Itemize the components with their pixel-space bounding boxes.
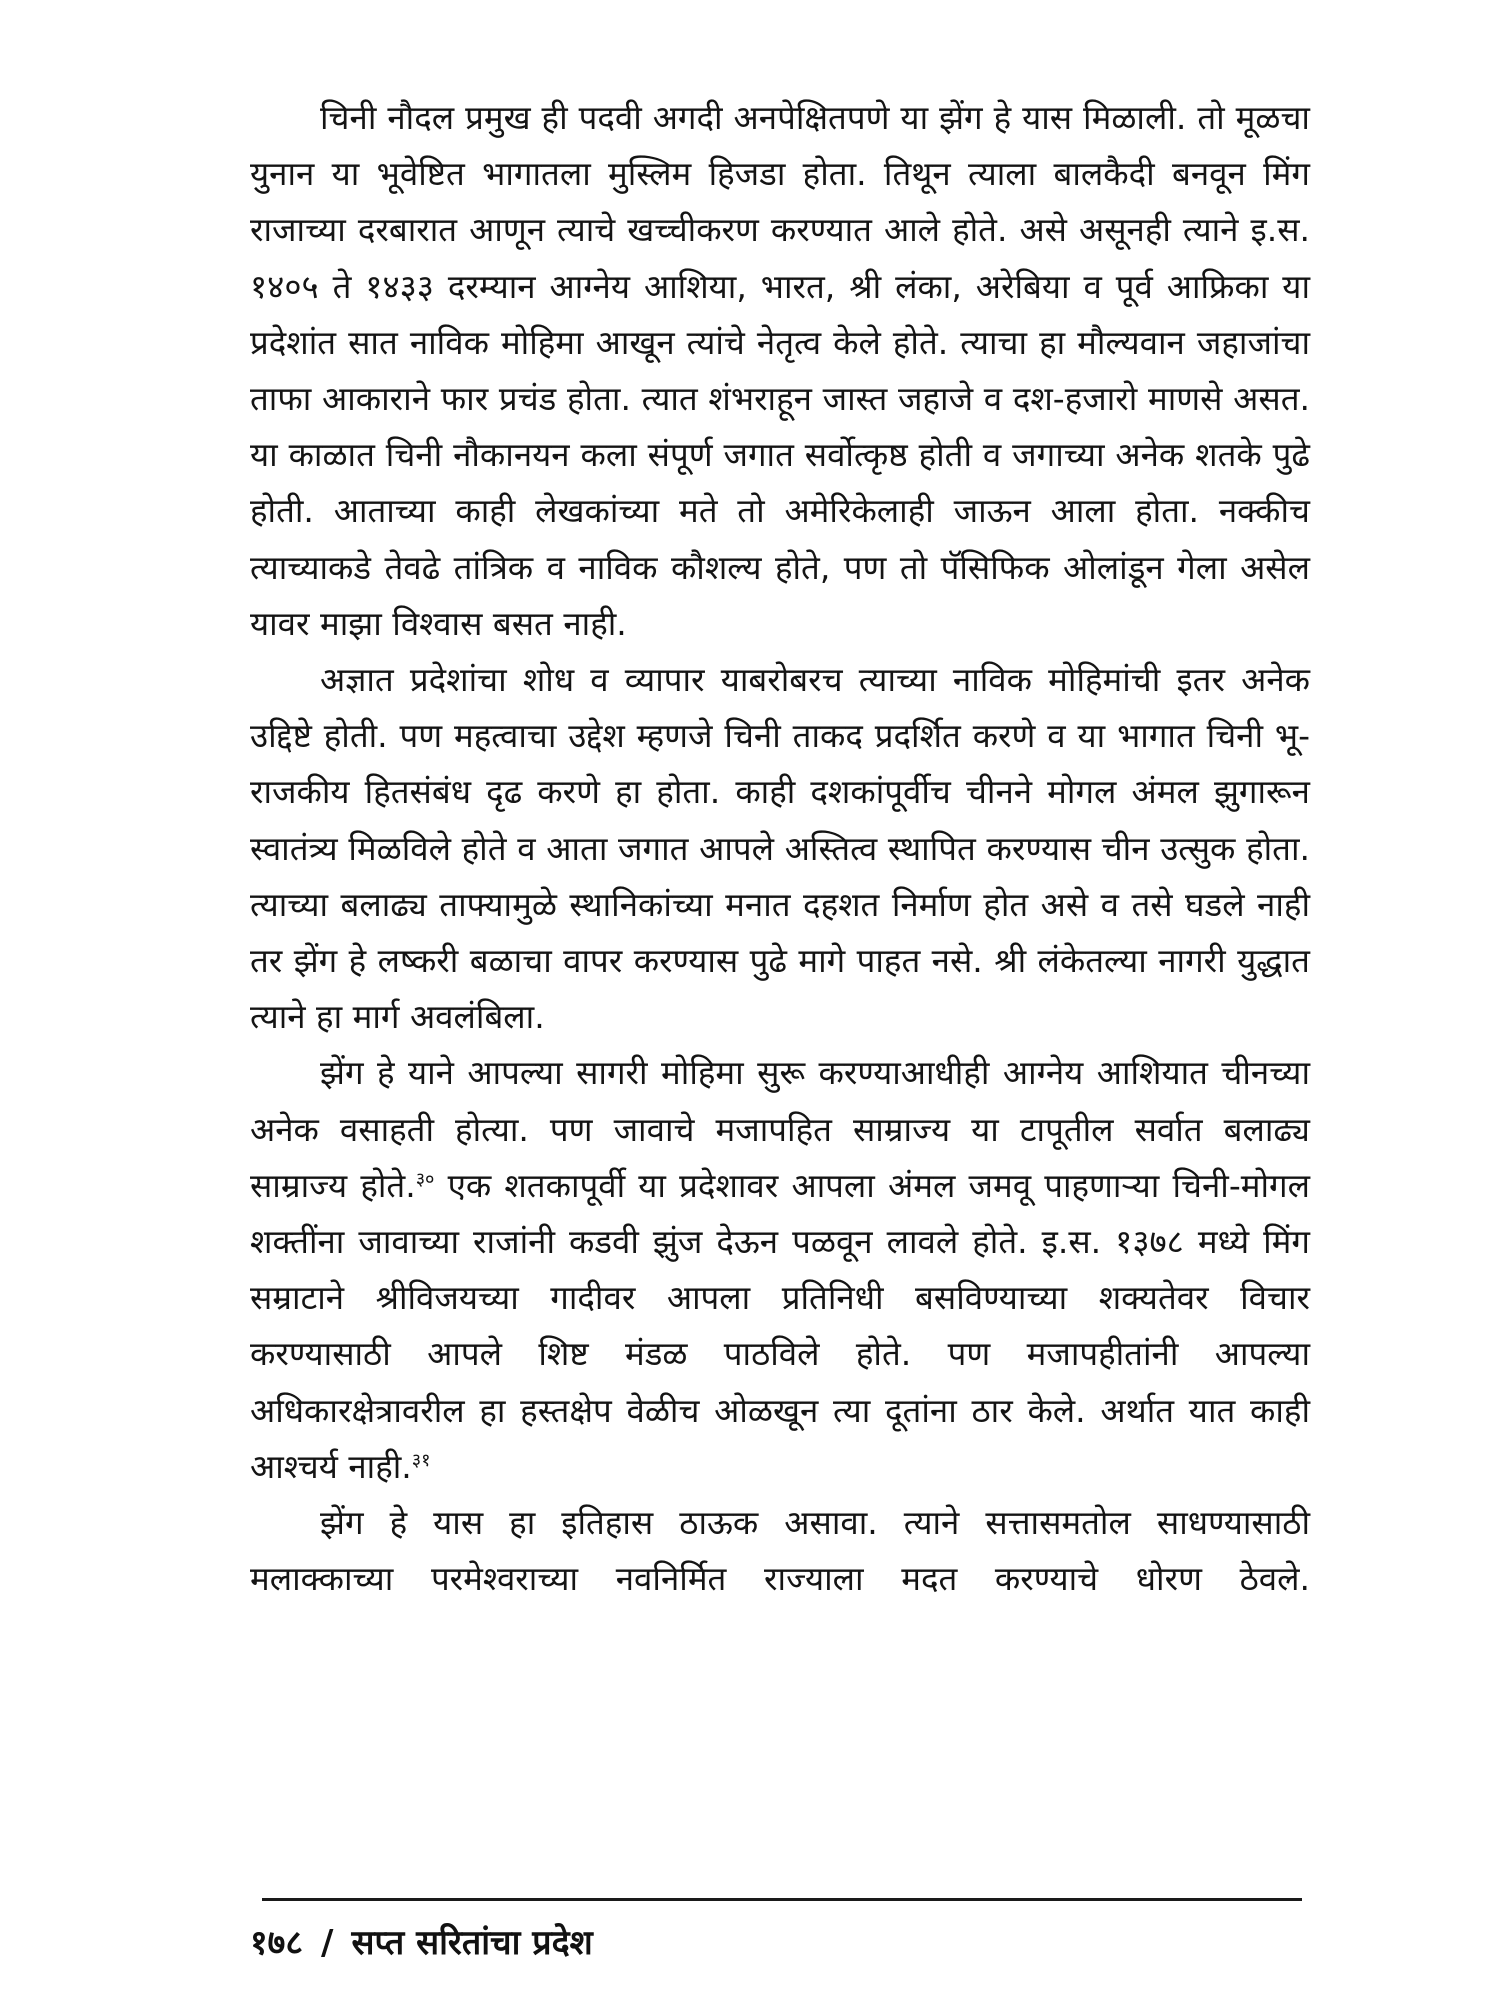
footer-divider [262,1898,1302,1901]
paragraph-4-text: झेंग हे यास हा इतिहास ठाऊक असावा. त्याने सत्तासमतोल साधण्यासाठी मलाक्काच्या परमेश्वराच्या नवनिर्मित राज्याला मदत करण्याचे धोरण ठेवले. [250,1503,1310,1599]
paragraph-2-text: अज्ञात प्रदेशांचा शोध व व्यापार याबरोबरच त्याच्या नाविक मोहिमांची इतर अनेक उद्दिष्टे होती. पण महत्वाचा उद्देश म्हणजे चिनी ताकद प्रदर्शित करणे व या भागात चिनी भू-राजकीय हितसंबंध दृढ करणे हा होता. काही दशकांपूर्वीच चीनने मोगल अंमल झुगारून स्वातंत्र्य मिळविले होते व आता जगात आपले अस्तित्व स्थापित करण्यास चीन उत्सुक होता. त्याच्या बलाढ्य ताफ्यामुळे स्थानिकांच्या मनात दहशत निर्माण होत असे व तसे घडले नाही तर झेंग हे लष्करी बळाचा वापर करण्यास पुढे मागे पाहत नसे. श्री लंकेतल्या नागरी युद्धात त्याने हा मार्ग अवलंबिला. [250,660,1310,1037]
footnote-marker-31: ३१ [411,1449,431,1471]
paragraph-1-text: चिनी नौदल प्रमुख ही पदवी अगदी अनपेक्षितपणे या झेंग हे यास मिळाली. तो मूळचा युनान या भूवेष्टित भागातला मुस्लिम हिजडा होता. तिथून त्याला बालकैदी बनवून मिंग राजाच्या दरबारात आणून त्याचे खच्चीकरण करण्यात आले होते. असे असूनही त्याने इ.स. १४०५ ते १४३३ दरम्यान आग्नेय आशिया, भारत, श्री लंका, अरेबिया व पूर्व आफ्रिका या प्रदेशांत सात नाविक मोहिमा आखून त्यांचे नेतृत्व केले होते. त्याचा हा मौल्यवान जहाजांचा ताफा आकाराने फार प्रचंड होता. त्यात शंभराहून जास्त जहाजे व दश-हजारो माणसे असत. या काळात चिनी नौकानयन कला संपूर्ण जगात सर्वोत्कृष्ठ होती व जगाच्या अनेक शतके पुढे होती. आताच्या काही लेखकांच्या मते तो अमेरिकेलाही जाऊन आला होता. नक्कीच त्याच्याकडे तेवढे तांत्रिक व नाविक कौशल्य होते, पण तो पॅसिफिक ओलांडून गेला असेल यावर माझा विश्वास बसत नाही. [250,98,1310,643]
paragraph-3-text-before: झेंग हे याने आपल्या सागरी मोहिमा सुरू करण्याआधीही आग्नेय आशियात चीनच्या अनेक वसाहती होत्या. पण जावाचे मजापहित साम्राज्य या टापूतील सर्वात बलाढ्य साम्राज्य होते. [250,1053,1310,1205]
book-title: सप्त सरितांचा प्रदेश [351,1923,593,1963]
footnote-marker-30: ३० [415,1168,435,1190]
footer-separator: / [321,1923,334,1963]
paragraph-2 [250,652,1310,1045]
paragraph-3-text-middle: एक शतकापूर्वी या प्रदेशावर आपला अंमल जमवू पाहणाऱ्या चिनी-मोगल शक्तींना जावाच्या राजांनी कडवी झुंज देऊन पळवून लावले होते. इ.स. १३७८ मध्ये मिंग सम्राटाने श्रीविजयच्या गादीवर आपला प्रतिनिधी बसविण्याच्या शक्यतेवर विचार करण्यासाठी आपले शिष्ट मंडळ पाठविले होते. पण मजापहीतांनी आपल्या अधिकारक्षेत्रावरील हा हस्तक्षेप वेळीच ओळखून त्या दूतांना ठार केले. अर्थात यात काही आश्चर्य नाही. [250,1165,1310,1486]
page-footer [250,1918,593,1964]
paragraph-1 [250,90,1310,652]
page-number: १७८ [250,1923,304,1963]
body-text [250,90,1310,1607]
paragraph-3 [250,1045,1310,1495]
paragraph-4 [250,1495,1310,1607]
